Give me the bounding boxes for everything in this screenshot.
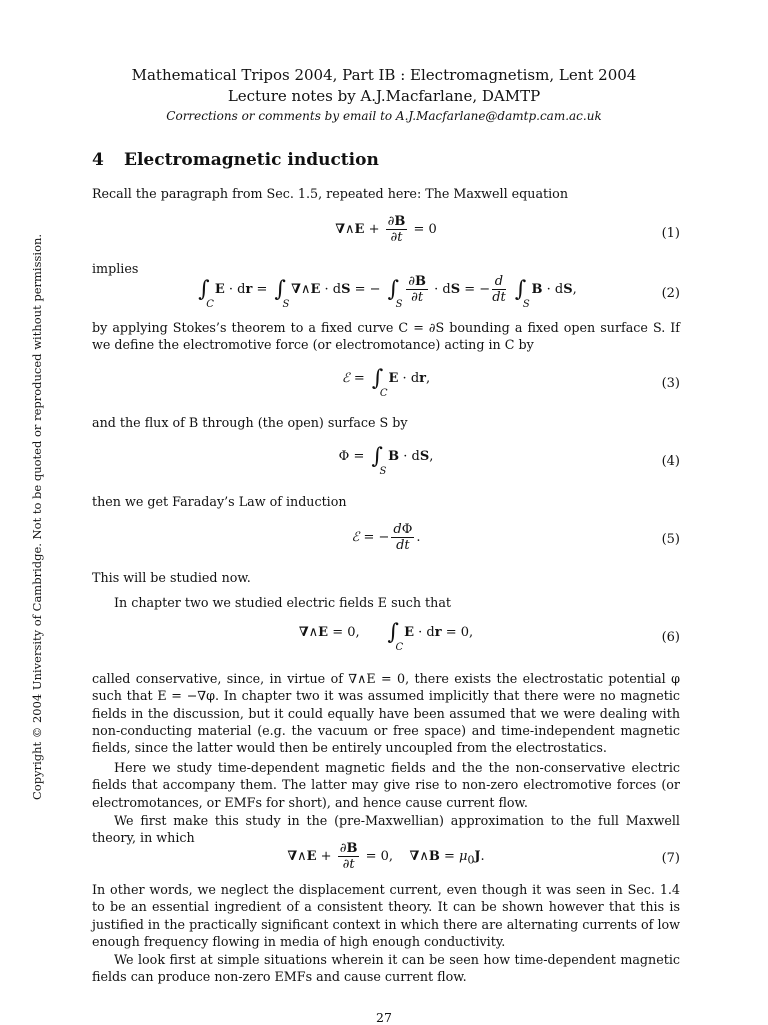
equation-3: ℰ = ∫ C E · dr, (3)	[341, 366, 680, 399]
section-number: 4	[92, 150, 104, 170]
paragraph: We look first at simple situations wherein it can be seen how time-dependent magnetic fields can produce non-zero EMFs and cause current flow.	[92, 952, 680, 985]
header-contact: Corrections or comments by email to A.J.Macfarlane@damtp.cam.ac.uk	[166, 109, 602, 123]
paragraph: In chapter two we studied electric fields E such that	[114, 595, 451, 610]
equation-6: ∇∧E = 0, ∫ C E · dr = 0, (6)	[298, 620, 680, 653]
equation-tag: (7)	[661, 851, 680, 866]
equation-tag: (6)	[661, 630, 680, 645]
equation-1: ∇∧E + $\frac{\partial B}{\partial t}$ = 0 (1)	[335, 214, 680, 245]
section-heading	[92, 150, 379, 170]
paragraph: implies	[92, 261, 139, 276]
equation-tag: (5)	[661, 532, 680, 547]
equation-4: Φ = ∫ S B · dS, (4)	[338, 444, 680, 477]
paragraph: This will be studied now.	[92, 570, 251, 585]
paragraph: and the flux of B through (the open) surface S by	[92, 415, 408, 430]
header-author: Lecture notes by A.J.Macfarlane, DAMTP	[227, 87, 541, 105]
equation-tag: (4)	[661, 454, 680, 469]
paragraph: Here we study time-dependent magnetic fields and the the non-conservative electric fields that accompany them. The latter may give rise to non-zero electromotive forces (or electromotances, or EMFs for short), and hence cause current flow.	[92, 760, 680, 810]
paragraph: by applying Stokes’s theorem to a fixed curve C = ∂S bounding a fixed open surface S. If we define the electromotive force (or electromotance) acting in C by	[92, 320, 680, 353]
equation-tag: (2)	[661, 286, 680, 301]
equation-7: ∇∧E + $\frac{\partial B}{\partial t}$ = 0, ∇∧B = $\mu_0J$. (7)	[287, 841, 680, 872]
section-title: Electromagnetic induction	[124, 150, 379, 170]
paragraph: Recall the paragraph from Sec. 1.5, repeated here: The Maxwell equation	[92, 186, 568, 201]
paragraph: then we get Faraday’s Law of induction	[92, 494, 347, 509]
equation-5: ℰ = − $\frac{d\Phi}{dt}$ . (5)	[351, 522, 680, 553]
paragraph: called conservative, since, in virtue of ∇∧E = 0, there exists the electrostatic potential φ such that E = −∇φ. In chapter two it was assumed implicitly that there were no magnetic fields in the discussion, but it could equally have been assumed that we were dealing with non-conducting material (e.g. the vacuum or free space) and time-independent magnetic fields, since the latter would then be entirely uncoupled from the electrostatics.	[92, 671, 680, 756]
equation-tag: (3)	[661, 376, 680, 391]
paragraph: We first make this study in the (pre-Maxwellian) approximation to the full Maxwell theory, in which	[92, 813, 680, 846]
page-number: 27	[376, 1010, 392, 1025]
paragraph: In other words, we neglect the displacement current, even though it was seen in Sec. 1.4 to be an essential ingredient of a consistent theory. It can be shown however that this is justified in the practically significant context in which there are alternating currents of low enough frequency flowing in media of high enough conductivity.	[92, 882, 680, 949]
header-title: Mathematical Tripos 2004, Part IB : Electromagnetism, Lent 2004	[131, 66, 637, 84]
equation-2: ∫ C E · dr = ∫ S ∇∧E · dS = − ∫ S $\frac{\partial B}{\partial t}$ · dS = − $\frac{d}{dt}$ ∫ S B · dS, (2)	[198, 274, 680, 310]
equation-tag: (1)	[661, 226, 680, 241]
copyright-notice: Copyright © 2004 University of Cambridge. Not to be quoted or reproduced without permission.	[30, 233, 44, 800]
